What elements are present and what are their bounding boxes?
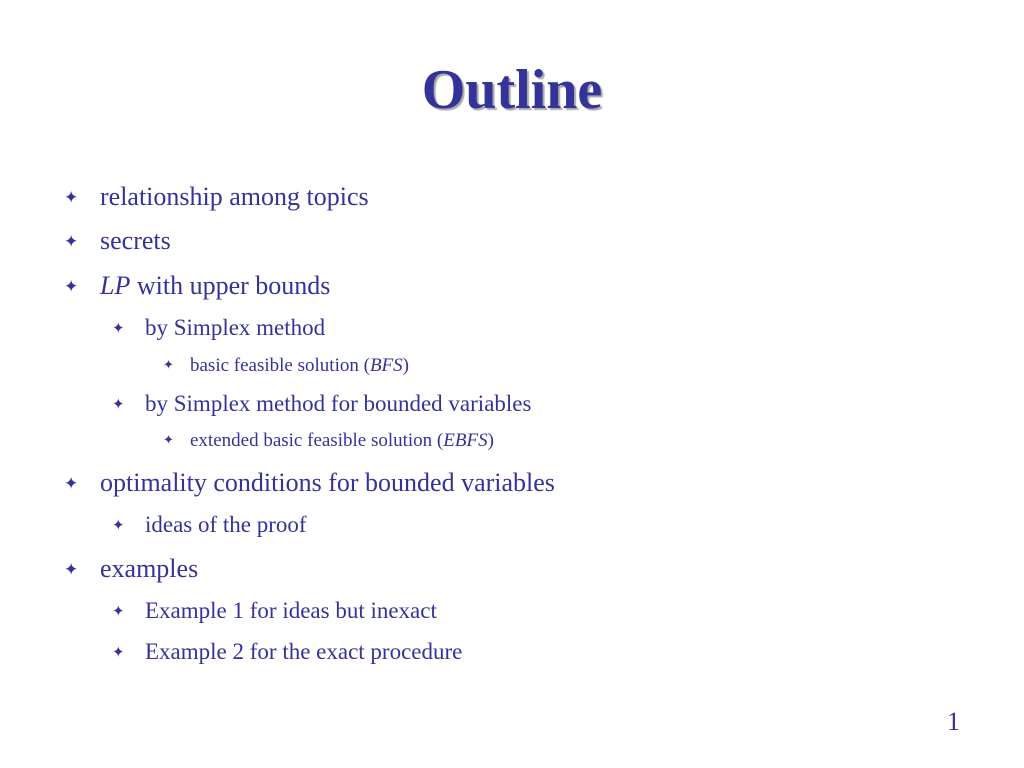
bullet-text-pre: extended basic feasible solution ( (190, 430, 444, 451)
page-number: 1 (947, 707, 960, 736)
bullet-text (190, 430, 494, 452)
bullet-item-level3 (163, 430, 494, 452)
bullet-text: Example 2 for the exact procedure (145, 639, 463, 664)
bullet-text: Example 1 for ideas but inexact (145, 598, 437, 623)
four-point-star-bullet-icon: ✦ (112, 518, 125, 534)
bullet-text-italic: EBFS (443, 430, 488, 451)
bullet-item-level1 (64, 271, 330, 301)
bullet-item-level2 (112, 391, 531, 417)
bullet-text-rest: with upper bounds (130, 271, 331, 300)
bullet-item-level1 (64, 468, 555, 498)
bullet-item-level2 (112, 598, 437, 624)
four-point-star-bullet-icon: ✦ (163, 432, 174, 447)
bullet-text: examples (100, 554, 199, 583)
bullet-item-level1 (64, 226, 171, 256)
four-point-star-bullet-icon: ✦ (112, 321, 125, 337)
bullet-text: by Simplex method for bounded variables (145, 391, 532, 416)
bullet-text-italic: LP (100, 271, 131, 300)
bullet-item-level1 (64, 554, 198, 584)
four-point-star-bullet-icon: ✦ (112, 397, 125, 413)
bullet-item-level2 (112, 512, 307, 538)
bullet-text-post: ) (487, 430, 494, 451)
bullet-item-level2 (112, 639, 462, 665)
bullet-text: by Simplex method (145, 315, 326, 340)
bullet-text: relationship among topics (100, 182, 369, 211)
bullet-item-level2 (112, 315, 325, 341)
four-point-star-bullet-icon: ✦ (64, 232, 79, 251)
four-point-star-bullet-icon: ✦ (112, 645, 125, 661)
four-point-star-bullet-icon: ✦ (112, 604, 125, 620)
four-point-star-bullet-icon: ✦ (64, 474, 79, 493)
bullet-text: secrets (100, 226, 171, 255)
bullet-text (100, 271, 330, 301)
bullet-text: ideas of the proof (145, 512, 307, 537)
bullet-text: optimality conditions for bounded variables (100, 468, 555, 497)
four-point-star-bullet-icon: ✦ (64, 188, 79, 207)
bullet-text (190, 355, 409, 377)
bullet-item-level3 (163, 355, 409, 377)
bullet-item-level1 (64, 182, 369, 212)
bullet-text-post: ) (402, 355, 409, 376)
slide-title: Outline (421, 59, 603, 121)
four-point-star-bullet-icon: ✦ (64, 277, 79, 296)
bullet-text-italic: BFS (369, 355, 403, 376)
four-point-star-bullet-icon: ✦ (64, 560, 79, 579)
four-point-star-bullet-icon: ✦ (163, 357, 174, 372)
bullet-text-pre: basic feasible solution ( (190, 355, 370, 376)
